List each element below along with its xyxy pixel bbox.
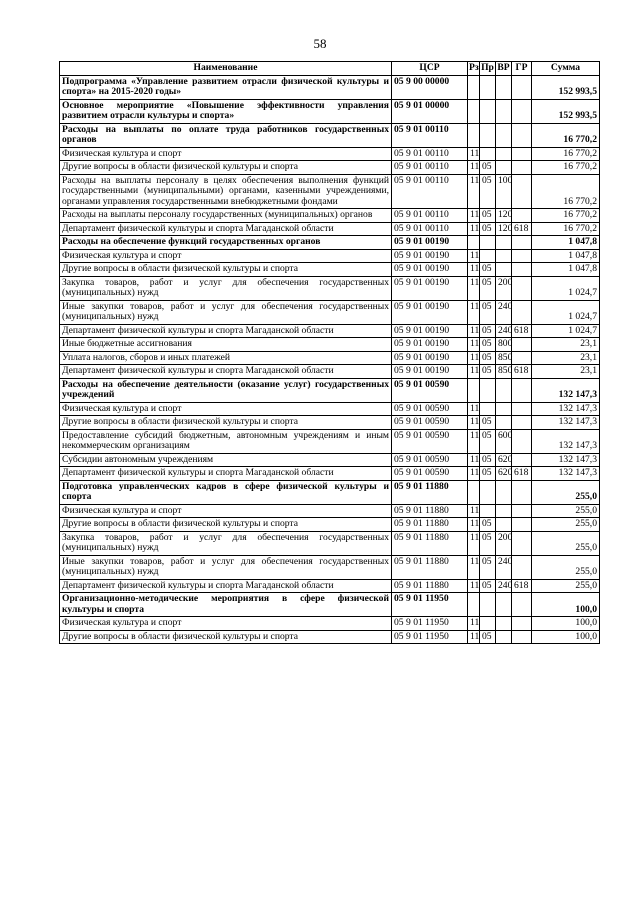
cell-code: 05 9 01 11880	[392, 480, 468, 504]
table-row	[60, 174, 600, 209]
cell-gr	[512, 338, 532, 352]
cell-vr	[496, 416, 512, 430]
cell-name: Иные закупки товаров, работ и услуг для обеспечения государственных (муниципальных) нужд	[60, 555, 392, 579]
table-header-row	[60, 62, 600, 76]
cell-name: Основное мероприятие «Повышение эффективности управления развитием отрасли культуры и спорта»	[60, 99, 392, 123]
cell-code: 05 9 01 00110	[392, 222, 468, 236]
cell-pr: 05	[480, 429, 496, 453]
cell-sum: 1 047,8	[532, 263, 600, 277]
header-sum: Сумма	[532, 62, 600, 76]
cell-rz: 11	[468, 324, 480, 338]
cell-vr	[496, 480, 512, 504]
page-number: 58	[313, 36, 327, 51]
cell-gr	[512, 123, 532, 147]
cell-pr: 05	[480, 209, 496, 223]
header-pr: Пр	[481, 62, 494, 73]
cell-name: Физическая культура и спорт	[60, 504, 392, 518]
cell-code: 05 9 01 00110	[392, 209, 468, 223]
cell-rz: 11	[468, 467, 480, 481]
cell-rz: 11	[468, 209, 480, 223]
cell-gr	[512, 518, 532, 532]
cell-vr: 800	[496, 338, 512, 352]
cell-gr: 618	[512, 365, 532, 379]
cell-rz	[468, 378, 480, 402]
cell-sum: 100,0	[532, 593, 600, 617]
cell-rz: 11	[468, 249, 480, 263]
cell-sum: 16 770,2	[532, 161, 600, 175]
cell-code: 05 9 01 00590	[392, 467, 468, 481]
cell-name: Предоставление субсидий бюджетным, автономным учреждениям и иным некоммерческим организациям	[60, 429, 392, 453]
cell-gr	[512, 147, 532, 161]
cell-vr: 240	[496, 555, 512, 579]
cell-code: 05 9 01 00110	[392, 147, 468, 161]
table-row	[60, 324, 600, 338]
cell-pr: 05	[480, 222, 496, 236]
cell-name: Физическая культура и спорт	[60, 249, 392, 263]
cell-gr	[512, 429, 532, 453]
cell-rz	[468, 236, 480, 250]
cell-pr: 05	[480, 324, 496, 338]
cell-pr: 05	[480, 161, 496, 175]
cell-rz: 11	[468, 555, 480, 579]
cell-code: 05 9 01 11880	[392, 504, 468, 518]
cell-rz: 11	[468, 365, 480, 379]
cell-code: 05 9 01 00190	[392, 263, 468, 277]
cell-name: Департамент физической культуры и спорта Магаданской области	[60, 324, 392, 338]
cell-gr	[512, 555, 532, 579]
table-row	[60, 365, 600, 379]
cell-gr	[512, 617, 532, 631]
cell-code: 05 9 01 00000	[392, 99, 468, 123]
cell-vr: 620	[496, 453, 512, 467]
cell-name: Иные бюджетные ассигнования	[60, 338, 392, 352]
cell-rz	[468, 99, 480, 123]
table-row	[60, 222, 600, 236]
cell-name: Субсидии автономным учреждениям	[60, 453, 392, 467]
cell-gr: 618	[512, 222, 532, 236]
cell-rz: 11	[468, 222, 480, 236]
cell-sum: 1 024,7	[532, 276, 600, 300]
cell-sum: 16 770,2	[532, 147, 600, 161]
cell-sum: 132 147,3	[532, 453, 600, 467]
cell-sum: 23,1	[532, 351, 600, 365]
cell-name: Другие вопросы в области физической культуры и спорта	[60, 161, 392, 175]
cell-sum: 16 770,2	[532, 222, 600, 236]
cell-name: Департамент физической культуры и спорта Магаданской области	[60, 467, 392, 481]
cell-gr	[512, 174, 532, 209]
cell-vr	[496, 249, 512, 263]
cell-name: Другие вопросы в области физической культуры и спорта	[60, 518, 392, 532]
cell-pr	[480, 593, 496, 617]
cell-vr	[496, 161, 512, 175]
cell-sum: 16 770,2	[532, 209, 600, 223]
header-vr: ВР	[497, 62, 510, 73]
cell-code: 05 9 01 00590	[392, 429, 468, 453]
cell-code: 05 9 01 00110	[392, 174, 468, 209]
table-row	[60, 161, 600, 175]
cell-vr: 240	[496, 300, 512, 324]
cell-code: 05 9 01 00590	[392, 453, 468, 467]
cell-rz: 11	[468, 429, 480, 453]
cell-name: Расходы на выплаты персоналу в целях обеспечения выполнения функций государственными (муниципальными) органами, казенными учреждениями, органами управления государственными внебюджетными фондами	[60, 174, 392, 209]
cell-pr	[480, 617, 496, 631]
cell-rz: 11	[468, 416, 480, 430]
cell-sum: 132 147,3	[532, 416, 600, 430]
cell-pr: 05	[480, 555, 496, 579]
cell-pr: 05	[480, 174, 496, 209]
cell-sum: 100,0	[532, 617, 600, 631]
cell-vr	[496, 99, 512, 123]
cell-code: 05 9 01 00110	[392, 161, 468, 175]
cell-gr	[512, 99, 532, 123]
cell-vr	[496, 147, 512, 161]
cell-name: Организационно-методические мероприятия в сфере физической культуры и спорта	[60, 593, 392, 617]
cell-vr	[496, 75, 512, 99]
table-row	[60, 579, 600, 593]
cell-name: Расходы на выплаты персоналу государственных (муниципальных) органов	[60, 209, 392, 223]
cell-rz: 11	[468, 579, 480, 593]
cell-pr: 05	[480, 300, 496, 324]
cell-gr	[512, 531, 532, 555]
cell-gr	[512, 276, 532, 300]
cell-vr	[496, 518, 512, 532]
cell-name: Другие вопросы в области физической культуры и спорта	[60, 263, 392, 277]
cell-sum: 16 770,2	[532, 123, 600, 147]
cell-rz: 11	[468, 402, 480, 416]
cell-code: 05 9 01 00190	[392, 249, 468, 263]
cell-pr: 05	[480, 351, 496, 365]
cell-rz: 11	[468, 630, 480, 644]
cell-vr: 240	[496, 579, 512, 593]
cell-sum: 132 147,3	[532, 467, 600, 481]
cell-name: Департамент физической культуры и спорта Магаданской области	[60, 579, 392, 593]
cell-gr	[512, 161, 532, 175]
table-row	[60, 504, 600, 518]
cell-name: Закупка товаров, работ и услуг для обеспечения государственных (муниципальных) нужд	[60, 276, 392, 300]
cell-vr	[496, 617, 512, 631]
cell-pr: 05	[480, 453, 496, 467]
cell-gr	[512, 351, 532, 365]
cell-vr: 120	[496, 222, 512, 236]
header-code: ЦСР	[392, 62, 468, 76]
cell-code: 05 9 01 11950	[392, 630, 468, 644]
cell-code: 05 9 01 11880	[392, 518, 468, 532]
cell-code: 05 9 01 00190	[392, 236, 468, 250]
cell-name: Департамент физической культуры и спорта Магаданской области	[60, 365, 392, 379]
cell-name: Другие вопросы в области физической культуры и спорта	[60, 416, 392, 430]
cell-code: 05 9 01 00590	[392, 402, 468, 416]
cell-name: Физическая культура и спорт	[60, 147, 392, 161]
cell-rz	[468, 593, 480, 617]
header-rz: Рз	[469, 62, 479, 73]
table-row	[60, 555, 600, 579]
cell-rz: 11	[468, 147, 480, 161]
cell-name: Подготовка управленческих кадров в сфере физической культуры и спорта	[60, 480, 392, 504]
cell-gr	[512, 480, 532, 504]
cell-code: 05 9 01 11950	[392, 617, 468, 631]
cell-sum: 255,0	[532, 518, 600, 532]
cell-sum: 16 770,2	[532, 174, 600, 209]
cell-pr	[480, 402, 496, 416]
cell-pr	[480, 249, 496, 263]
cell-gr	[512, 416, 532, 430]
cell-gr	[512, 402, 532, 416]
header-gr: ГР	[512, 62, 532, 76]
cell-pr: 05	[480, 579, 496, 593]
cell-sum: 100,0	[532, 630, 600, 644]
cell-pr	[480, 99, 496, 123]
table-row	[60, 99, 600, 123]
table-row	[60, 276, 600, 300]
cell-gr	[512, 378, 532, 402]
budget-table	[59, 61, 600, 644]
cell-vr: 200	[496, 531, 512, 555]
cell-code: 05 9 01 00190	[392, 338, 468, 352]
cell-sum: 255,0	[532, 480, 600, 504]
cell-pr: 05	[480, 276, 496, 300]
cell-gr	[512, 263, 532, 277]
cell-gr	[512, 300, 532, 324]
cell-sum: 255,0	[532, 579, 600, 593]
table-row	[60, 75, 600, 99]
cell-rz: 11	[468, 351, 480, 365]
table-row	[60, 236, 600, 250]
cell-code: 05 9 01 00190	[392, 300, 468, 324]
cell-vr: 620	[496, 467, 512, 481]
cell-gr	[512, 209, 532, 223]
cell-vr: 850	[496, 365, 512, 379]
cell-pr	[480, 480, 496, 504]
cell-gr	[512, 630, 532, 644]
cell-pr	[480, 504, 496, 518]
cell-name: Уплата налогов, сборов и иных платежей	[60, 351, 392, 365]
table-row	[60, 593, 600, 617]
table-row	[60, 249, 600, 263]
cell-vr: 200	[496, 276, 512, 300]
table-row	[60, 518, 600, 532]
cell-gr	[512, 75, 532, 99]
cell-code: 05 9 01 00110	[392, 123, 468, 147]
cell-gr	[512, 593, 532, 617]
cell-rz	[468, 123, 480, 147]
cell-pr: 05	[480, 416, 496, 430]
table-row	[60, 123, 600, 147]
cell-sum: 1 024,7	[532, 324, 600, 338]
cell-pr	[480, 147, 496, 161]
table-row	[60, 263, 600, 277]
cell-code: 05 9 01 00590	[392, 378, 468, 402]
cell-name: Департамент физической культуры и спорта Магаданской области	[60, 222, 392, 236]
table-row	[60, 402, 600, 416]
cell-vr	[496, 630, 512, 644]
cell-sum: 152 993,5	[532, 99, 600, 123]
cell-pr: 05	[480, 518, 496, 532]
table-row	[60, 300, 600, 324]
cell-rz: 11	[468, 504, 480, 518]
cell-sum: 255,0	[532, 504, 600, 518]
table-row	[60, 378, 600, 402]
cell-pr: 05	[480, 630, 496, 644]
cell-code: 05 9 01 11880	[392, 555, 468, 579]
table-row	[60, 467, 600, 481]
cell-vr	[496, 378, 512, 402]
cell-code: 05 9 01 11950	[392, 593, 468, 617]
table-row	[60, 416, 600, 430]
cell-sum: 132 147,3	[532, 402, 600, 416]
cell-sum: 23,1	[532, 365, 600, 379]
cell-gr: 618	[512, 467, 532, 481]
table-row	[60, 453, 600, 467]
table-row	[60, 617, 600, 631]
cell-sum: 132 147,3	[532, 429, 600, 453]
cell-pr: 05	[480, 467, 496, 481]
cell-vr: 240	[496, 324, 512, 338]
cell-sum: 152 993,5	[532, 75, 600, 99]
cell-rz: 11	[468, 161, 480, 175]
cell-vr: 600	[496, 429, 512, 453]
cell-sum: 1 024,7	[532, 300, 600, 324]
cell-gr	[512, 504, 532, 518]
cell-pr	[480, 123, 496, 147]
cell-gr: 618	[512, 579, 532, 593]
cell-sum: 255,0	[532, 531, 600, 555]
cell-code: 05 9 01 00190	[392, 351, 468, 365]
cell-vr	[496, 504, 512, 518]
cell-sum: 1 047,8	[532, 236, 600, 250]
table-row	[60, 147, 600, 161]
cell-gr	[512, 453, 532, 467]
cell-rz	[468, 480, 480, 504]
cell-gr	[512, 236, 532, 250]
cell-rz: 11	[468, 338, 480, 352]
cell-rz: 11	[468, 617, 480, 631]
cell-pr	[480, 75, 496, 99]
cell-vr	[496, 123, 512, 147]
cell-rz: 11	[468, 263, 480, 277]
cell-gr: 618	[512, 324, 532, 338]
cell-name: Физическая культура и спорт	[60, 617, 392, 631]
cell-code: 05 9 00 00000	[392, 75, 468, 99]
cell-name: Физическая культура и спорт	[60, 402, 392, 416]
cell-code: 05 9 01 00590	[392, 416, 468, 430]
cell-name: Иные закупки товаров, работ и услуг для обеспечения государственных (муниципальных) нужд	[60, 300, 392, 324]
cell-code: 05 9 01 00190	[392, 276, 468, 300]
cell-vr: 100	[496, 174, 512, 209]
cell-pr: 05	[480, 531, 496, 555]
table-row	[60, 209, 600, 223]
cell-rz: 11	[468, 174, 480, 209]
cell-vr	[496, 263, 512, 277]
table-row	[60, 351, 600, 365]
cell-sum: 255,0	[532, 555, 600, 579]
cell-vr: 850	[496, 351, 512, 365]
cell-pr	[480, 378, 496, 402]
table-row	[60, 630, 600, 644]
cell-code: 05 9 01 00190	[392, 324, 468, 338]
cell-sum: 132 147,3	[532, 378, 600, 402]
cell-gr	[512, 249, 532, 263]
cell-sum: 23,1	[532, 338, 600, 352]
cell-name: Закупка товаров, работ и услуг для обеспечения государственных (муниципальных) нужд	[60, 531, 392, 555]
cell-rz: 11	[468, 531, 480, 555]
cell-vr	[496, 402, 512, 416]
table-row	[60, 480, 600, 504]
cell-code: 05 9 01 11880	[392, 579, 468, 593]
cell-pr: 05	[480, 338, 496, 352]
cell-pr: 05	[480, 365, 496, 379]
cell-pr: 05	[480, 263, 496, 277]
cell-rz: 11	[468, 300, 480, 324]
cell-rz: 11	[468, 518, 480, 532]
cell-vr	[496, 236, 512, 250]
cell-code: 05 9 01 11880	[392, 531, 468, 555]
cell-name: Расходы на обеспечение деятельности (оказание услуг) государственных учреждений	[60, 378, 392, 402]
cell-rz	[468, 75, 480, 99]
cell-name: Расходы на выплаты по оплате труда работников государственных органов	[60, 123, 392, 147]
table-row	[60, 338, 600, 352]
table-row	[60, 429, 600, 453]
cell-pr	[480, 236, 496, 250]
cell-name: Другие вопросы в области физической культуры и спорта	[60, 630, 392, 644]
cell-sum: 1 047,8	[532, 249, 600, 263]
header-name: Наименование	[60, 62, 392, 76]
cell-code: 05 9 01 00190	[392, 365, 468, 379]
cell-name: Расходы на обеспечение функций государственных органов	[60, 236, 392, 250]
cell-name: Подпрограмма «Управление развитием отрасли физической культуры и спорта» на 2015-2020 годы»	[60, 75, 392, 99]
cell-vr	[496, 593, 512, 617]
table-row	[60, 531, 600, 555]
cell-rz: 11	[468, 453, 480, 467]
table-body	[60, 75, 600, 644]
cell-rz: 11	[468, 276, 480, 300]
cell-vr: 120	[496, 209, 512, 223]
